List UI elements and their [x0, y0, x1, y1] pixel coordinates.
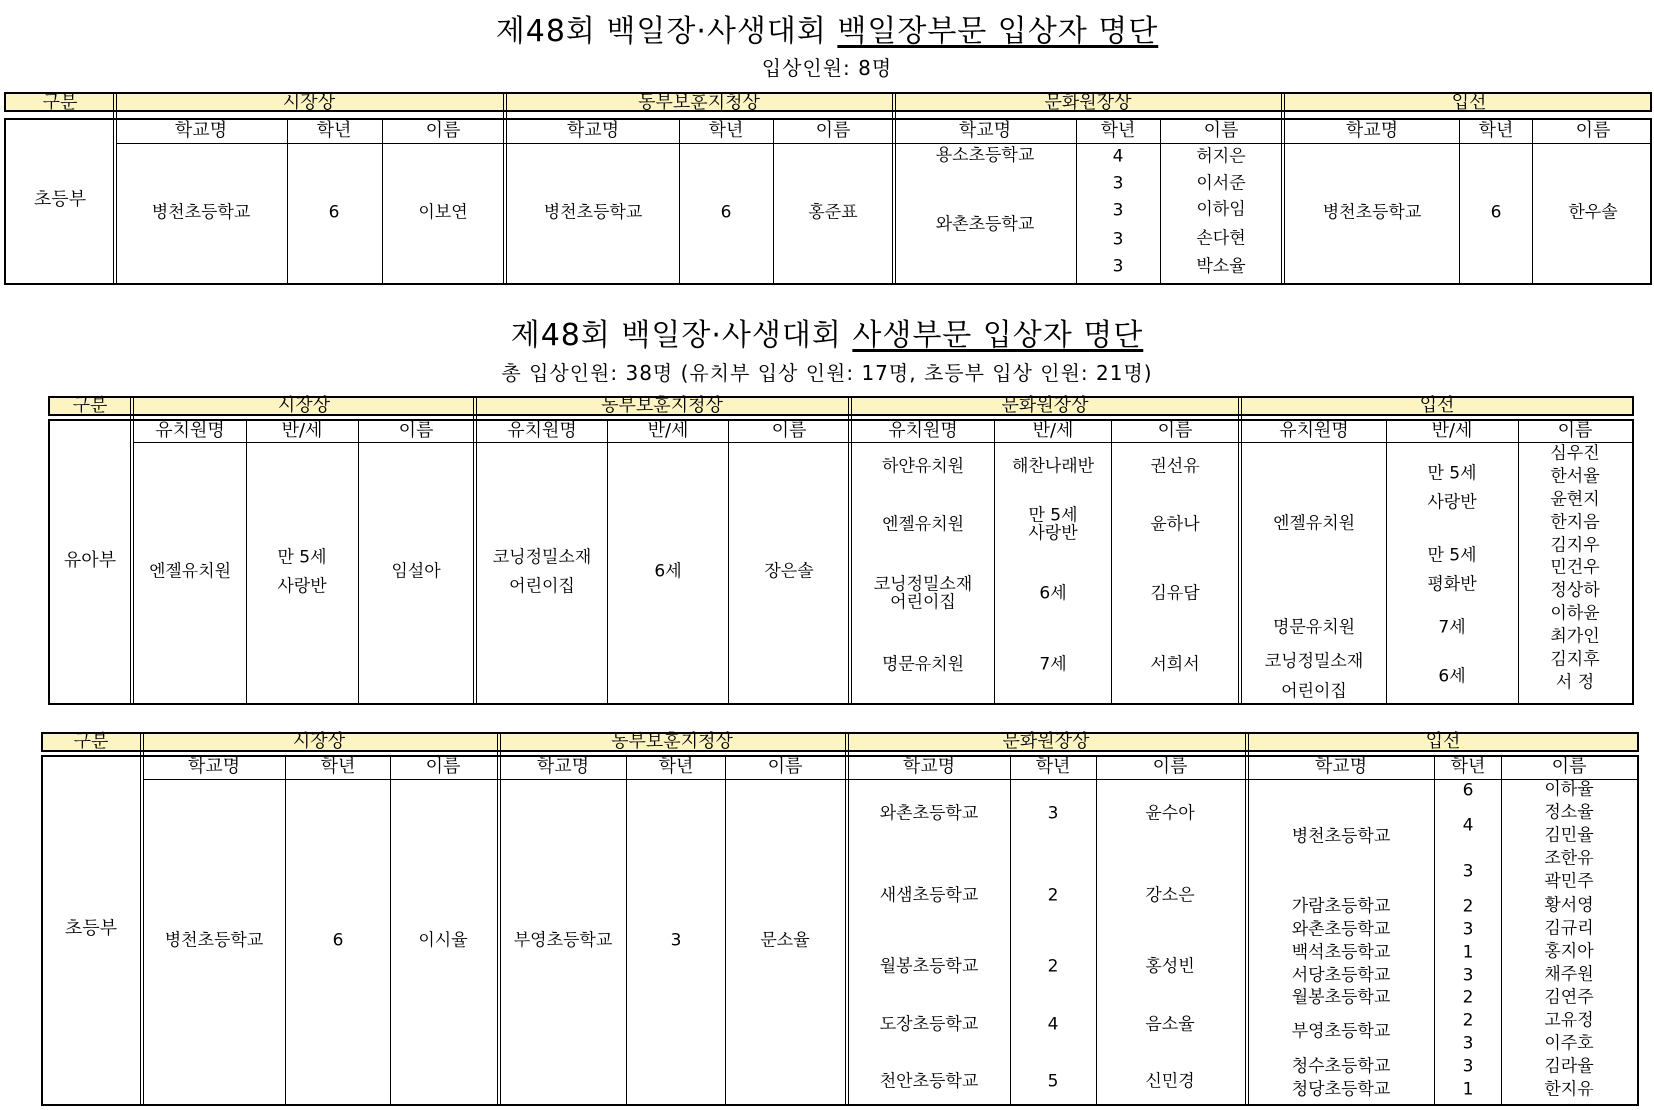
- sub-school: 학교명: [174, 120, 228, 141]
- si-school: 병천초등학교: [151, 202, 251, 223]
- ipseon-name: 고유정: [1544, 1010, 1594, 1031]
- sub-grade: 학년: [316, 120, 352, 141]
- sub-name: 이름: [1557, 420, 1593, 441]
- award-ipseon: 입선: [1451, 92, 1487, 113]
- munhwa-grade: 3: [1112, 229, 1124, 250]
- award-ipseon: 입선: [1425, 731, 1461, 752]
- col-gubun: 구분: [42, 92, 78, 113]
- ipseon-school: 서당초등학교: [1291, 965, 1391, 986]
- row-label: 유아부: [63, 550, 117, 571]
- col-gubun: 구분: [73, 731, 109, 752]
- sub-class: 반/세: [1431, 420, 1473, 441]
- munhwa-name: 서희서: [1150, 654, 1200, 675]
- section2-title: [0, 310, 1654, 354]
- munhwa-school: 천안초등학교: [879, 1071, 979, 1092]
- sub-school: 학교명: [536, 756, 590, 777]
- ipseon-grade: 6: [1462, 780, 1474, 801]
- dongbu-name: 홍준표: [808, 202, 858, 223]
- ipseon-name: 서 정: [1555, 672, 1595, 693]
- ipseon-grade: 3: [1462, 919, 1474, 940]
- ipseon-name: 한우솔: [1568, 202, 1618, 223]
- ipseon-school: 와촌초등학교: [1291, 919, 1391, 940]
- award-munhwa: 문화원장상: [1002, 731, 1090, 752]
- award-dongbu: 동부보훈지청상: [601, 395, 723, 416]
- dongbu-name: 장은솔: [764, 561, 814, 582]
- section1-title: [0, 6, 1654, 50]
- ipseon-name: 한지유: [1544, 1079, 1594, 1100]
- award-dongbu: 동부보훈지청상: [638, 92, 760, 113]
- table-kinder: [48, 396, 1634, 705]
- ipseon-name: 김규리: [1544, 918, 1594, 939]
- sub-class: 반/세: [647, 420, 689, 441]
- ipseon-grade: 3: [1462, 861, 1474, 882]
- dongbu-school: 부영초등학교: [513, 930, 613, 951]
- munhwa-name: 이서준: [1196, 173, 1246, 194]
- row-label: 초등부: [33, 189, 87, 210]
- si-school: 병천초등학교: [164, 930, 264, 951]
- sub-name: 이름: [1157, 420, 1193, 441]
- munhwa-name: 홍성빈: [1145, 956, 1195, 977]
- table-writing-header-bar: [4, 92, 1652, 112]
- section2-title-prefix: 제48회 백일장·사생대회: [510, 318, 842, 353]
- row-label: 초등부: [64, 918, 118, 939]
- munhwa-grade: 4: [1047, 1014, 1059, 1035]
- sub-name: 이름: [771, 420, 807, 441]
- munhwa-class: 사랑반: [1028, 523, 1078, 544]
- section1-title-underlined: 백일장부문 입상자 명단: [837, 14, 1159, 49]
- si-name: 임설아: [391, 561, 441, 582]
- dongbu-school: 병천초등학교: [543, 202, 643, 223]
- munhwa-grade: 3: [1112, 200, 1124, 221]
- table-elem: [41, 732, 1639, 1106]
- ipseon-grade: 3: [1462, 1056, 1474, 1077]
- munhwa-grade: 4: [1112, 146, 1124, 167]
- sub-grade: 학년: [1100, 120, 1136, 141]
- ipseon-grade: 1: [1462, 942, 1474, 963]
- ipseon-grade: 3: [1462, 965, 1474, 986]
- ipseon-class: 사랑반: [1427, 492, 1477, 513]
- munhwa-grade: 5: [1047, 1071, 1059, 1092]
- munhwa-name: 윤수아: [1145, 803, 1195, 824]
- sub-name: 이름: [425, 756, 461, 777]
- ipseon-name: 김지후: [1550, 649, 1600, 670]
- munhwa-name: 허지은: [1196, 146, 1246, 167]
- ipseon-name: 황서영: [1544, 895, 1594, 916]
- award-munhwa: 문화원장상: [1001, 395, 1089, 416]
- ipseon-name: 홍지아: [1544, 941, 1594, 962]
- ipseon-name: 심우진: [1550, 443, 1600, 464]
- ipseon-school: 백석초등학교: [1291, 942, 1391, 963]
- munhwa-class: 7세: [1039, 654, 1067, 675]
- ipseon-name: 윤현지: [1550, 489, 1600, 510]
- munhwa-class: 만 5세: [1028, 505, 1078, 526]
- ipseon-grade: 1: [1462, 1079, 1474, 1100]
- si-name: 이시율: [418, 930, 468, 951]
- munhwa-school: 용소초등학교: [935, 145, 1035, 166]
- ipseon-name: 김지우: [1550, 535, 1600, 556]
- munhwa-grade: 3: [1047, 803, 1059, 824]
- munhwa-name: 김유담: [1150, 583, 1200, 604]
- ipseon-school: 코닝정밀소재: [1264, 651, 1364, 672]
- munhwa-name: 음소율: [1145, 1014, 1195, 1035]
- sub-grade: 학년: [1450, 756, 1486, 777]
- sub-school: 유치원명: [888, 420, 958, 441]
- ipseon-name: 김라율: [1544, 1056, 1594, 1077]
- sub-class: 반/세: [281, 420, 323, 441]
- ipseon-name: 채주원: [1544, 964, 1594, 985]
- munhwa-school: 월봉초등학교: [879, 956, 979, 977]
- munhwa-school: 도장초등학교: [879, 1014, 979, 1035]
- dongbu-school: 코닝정밀소재: [492, 547, 592, 568]
- ipseon-grade: 6: [1490, 202, 1502, 223]
- ipseon-name: 정상하: [1550, 580, 1600, 601]
- ipseon-grade: 2: [1462, 1010, 1474, 1031]
- sub-name: 이름: [1551, 756, 1587, 777]
- munhwa-name: 박소율: [1196, 256, 1246, 277]
- ipseon-class: 평화반: [1427, 574, 1477, 595]
- ipseon-name: 최가인: [1550, 626, 1600, 647]
- dongbu-class: 6세: [654, 561, 682, 582]
- ipseon-school: 가람초등학교: [1291, 896, 1391, 917]
- si-grade: 6: [328, 202, 340, 223]
- sub-name: 이름: [1575, 120, 1611, 141]
- munhwa-name: 이하임: [1196, 199, 1246, 220]
- sub-name: 이름: [1152, 756, 1188, 777]
- section2-title-underlined: 사생부문 입상자 명단: [852, 318, 1144, 353]
- sub-school: 학교명: [1345, 120, 1399, 141]
- ipseon-school: 청당초등학교: [1291, 1079, 1391, 1100]
- munhwa-school: 어린이집: [890, 592, 956, 613]
- ipseon-name: 정소율: [1544, 802, 1594, 823]
- sub-school: 학교명: [187, 756, 241, 777]
- sub-school: 유치원명: [155, 420, 225, 441]
- ipseon-name: 조한유: [1544, 848, 1594, 869]
- ipseon-grade: 3: [1462, 1033, 1474, 1054]
- award-ipseon: 입선: [1419, 395, 1455, 416]
- ipseon-school: 명문유치원: [1272, 617, 1356, 638]
- table-writing: [4, 92, 1652, 285]
- ipseon-name: 김연주: [1544, 987, 1594, 1008]
- sub-school: 학교명: [902, 756, 956, 777]
- munhwa-grade: 2: [1047, 956, 1059, 977]
- ipseon-class: 만 5세: [1427, 545, 1477, 566]
- munhwa-school: 코닝정밀소재: [873, 574, 973, 595]
- ipseon-grade: 4: [1462, 815, 1474, 836]
- sub-name: 이름: [815, 120, 851, 141]
- section2-subtitle: 총 입상인원: 38명 (유치부 입상 인원: 17명, 초등부 입상 인원: 21명): [501, 361, 1153, 385]
- ipseon-school: 엔젤유치원: [1272, 513, 1356, 534]
- munhwa-school: 와촌초등학교: [879, 803, 979, 824]
- award-si: 시장상: [292, 731, 346, 752]
- munhwa-class: 해찬나래반: [1011, 456, 1095, 477]
- ipseon-name: 곽민주: [1544, 871, 1594, 892]
- section1-subtitle: 입상인원: 8명: [761, 56, 893, 80]
- dongbu-grade: 3: [670, 930, 682, 951]
- dongbu-grade: 6: [720, 202, 732, 223]
- munhwa-class: 6세: [1039, 583, 1067, 604]
- award-dongbu: 동부보훈지청상: [611, 731, 733, 752]
- si-class: 만 5세: [277, 547, 327, 568]
- ipseon-school: 어린이집: [1281, 681, 1347, 702]
- ipseon-grade: 2: [1462, 896, 1474, 917]
- ipseon-name: 이주호: [1544, 1033, 1594, 1054]
- sub-name: 이름: [425, 120, 461, 141]
- sub-name: 이름: [1203, 120, 1239, 141]
- sub-grade: 학년: [1035, 756, 1071, 777]
- dongbu-name: 문소율: [760, 930, 810, 951]
- si-grade: 6: [332, 930, 344, 951]
- award-munhwa: 문화원장상: [1044, 92, 1132, 113]
- munhwa-school: 새샘초등학교: [879, 885, 979, 906]
- table-elem-body: [41, 755, 1639, 1106]
- ipseon-school: 병천초등학교: [1291, 826, 1391, 847]
- sub-grade: 학년: [708, 120, 744, 141]
- ipseon-class: 만 5세: [1427, 463, 1477, 484]
- ipseon-school: 월봉초등학교: [1291, 987, 1391, 1008]
- ipseon-name: 한서율: [1550, 466, 1600, 487]
- sub-school: 학교명: [958, 120, 1012, 141]
- ipseon-name: 김민율: [1544, 825, 1594, 846]
- munhwa-school: 하얀유치원: [881, 456, 965, 477]
- sub-name: 이름: [398, 420, 434, 441]
- ipseon-school: 부영초등학교: [1291, 1021, 1391, 1042]
- sub-grade: 학년: [320, 756, 356, 777]
- ipseon-grade: 2: [1462, 987, 1474, 1008]
- sub-school: 유치원명: [507, 420, 577, 441]
- munhwa-grade: 2: [1047, 885, 1059, 906]
- si-class: 사랑반: [277, 576, 327, 597]
- table-elem-header-bar: [41, 732, 1639, 752]
- sub-name: 이름: [767, 756, 803, 777]
- dongbu-school: 어린이집: [509, 576, 575, 597]
- munhwa-name: 손다현: [1196, 228, 1246, 249]
- sub-school: 학교명: [566, 120, 620, 141]
- munhwa-name: 신민경: [1145, 1071, 1195, 1092]
- ipseon-school: 병천초등학교: [1322, 202, 1422, 223]
- ipseon-name: 이하윤: [1550, 603, 1600, 624]
- munhwa-name: 권선유: [1150, 456, 1200, 477]
- ipseon-name: 한지음: [1550, 512, 1600, 533]
- munhwa-name: 윤하나: [1150, 514, 1200, 535]
- ipseon-class: 6세: [1438, 666, 1466, 687]
- award-si: 시장상: [282, 92, 336, 113]
- section1-title-prefix: 제48회 백일장·사생대회: [495, 14, 827, 49]
- ipseon-name: 이하율: [1544, 779, 1594, 800]
- sub-school: 학교명: [1314, 756, 1368, 777]
- munhwa-grade: 3: [1112, 173, 1124, 194]
- munhwa-school: 와촌초등학교: [935, 214, 1035, 235]
- award-si: 시장상: [277, 395, 331, 416]
- col-gubun: 구분: [72, 395, 108, 416]
- munhwa-grade: 3: [1112, 256, 1124, 277]
- munhwa-school: 명문유치원: [881, 654, 965, 675]
- si-name: 이보연: [418, 202, 468, 223]
- ipseon-name: 민건우: [1550, 557, 1600, 578]
- ipseon-class: 7세: [1438, 617, 1466, 638]
- sub-class: 반/세: [1032, 420, 1074, 441]
- ipseon-school: 청수초등학교: [1291, 1056, 1391, 1077]
- munhwa-name: 강소은: [1145, 885, 1195, 906]
- munhwa-school: 엔젤유치원: [881, 514, 965, 535]
- sub-grade: 학년: [1478, 120, 1514, 141]
- sub-school: 유치원명: [1279, 420, 1349, 441]
- sub-grade: 학년: [658, 756, 694, 777]
- si-school: 엔젤유치원: [148, 561, 232, 582]
